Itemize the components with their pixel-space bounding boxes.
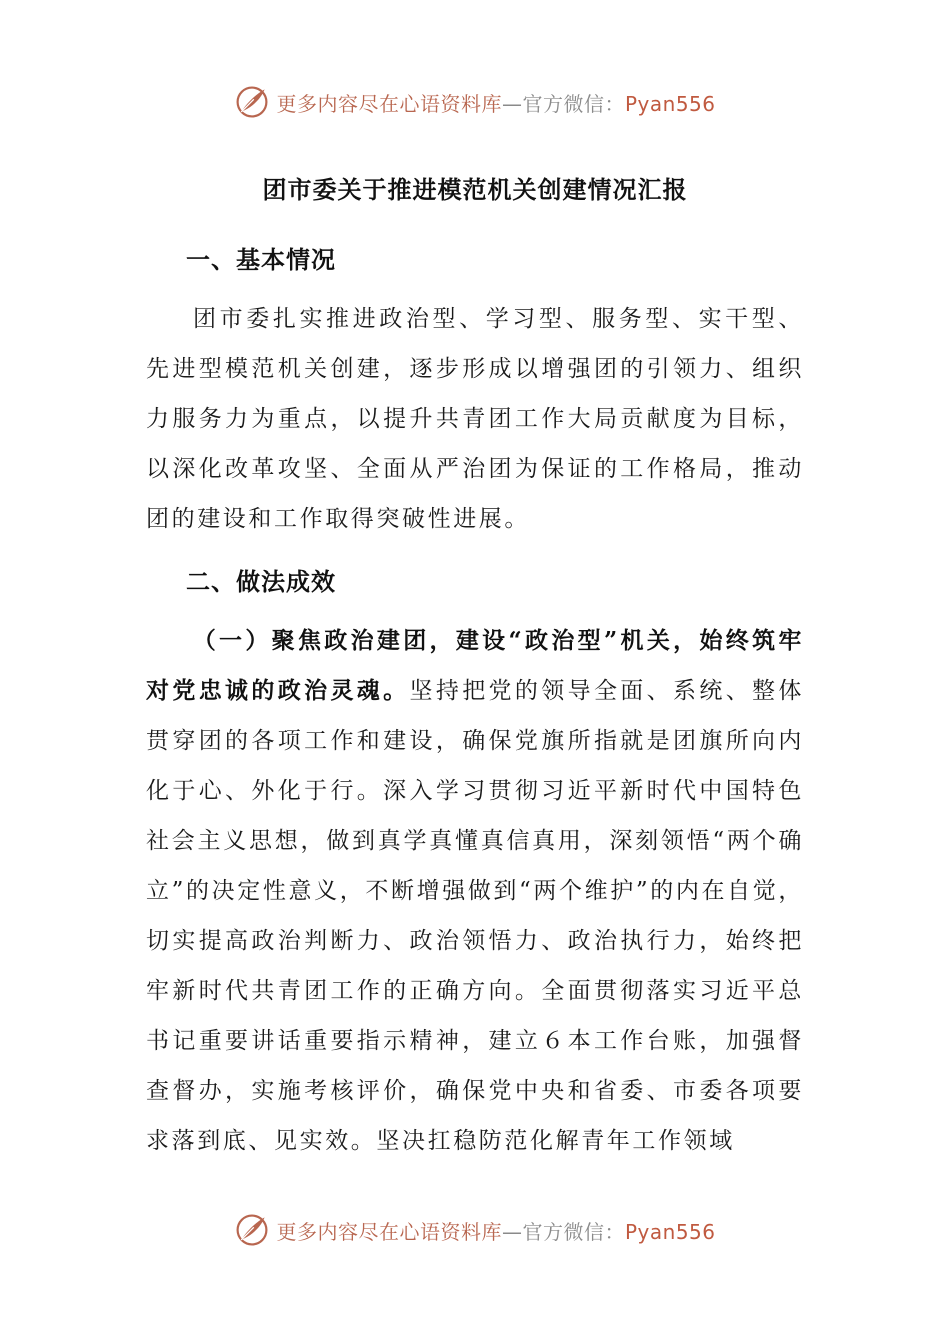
watermark-main: 更多内容尽在心语资料库 <box>276 1219 502 1244</box>
paragraph-basic-situation <box>146 294 804 544</box>
paragraph-basic-text: 团市委扎实推进政治型、学习型、服务型、实干型、先进型模范机关创建，逐步形成以增强团的引领力、组织力服务力为重点，以提升共青团工作大局贡献度为目标，以深化改革攻坚、全面从严治团为保证的工作格局，推动团的建设和工作取得突破性进展。 <box>146 306 804 532</box>
section-heading-practices: 二、做法成效 <box>186 567 336 596</box>
watermark-header <box>0 80 950 124</box>
feather-pen-logo-icon <box>234 84 270 120</box>
paragraph-political-text: 坚持把党的领导全面、系统、整体贯穿团的各项工作和建设，确保党旗所指就是团旗所向内化于心、外化于行。深入学习贯彻习近平新时代中国特色社会主义思想，做到真学真懂真信真用，深刻领悟“两个确立”的决定性意义，不断增强做到“两个维护”的内在自觉，切实提高政治判断力、政治领悟力、政治执行力，始终把牢新时代共青团工作的正确方向。全面贯彻落实习近平总书记重要讲话重要指示精神，建立６本工作台账，加强督查督办，实施考核评价，确保党中央和省委、市委各项要求落到底、见实效。坚决扛稳防范化解青年工作领域 <box>146 678 804 1154</box>
watermark-wechat-id: Pyan556 <box>624 1219 716 1244</box>
document-title: 团市委关于推进模范机关创建情况汇报 <box>262 175 688 204</box>
watermark-text <box>276 1216 715 1245</box>
watermark-text <box>276 88 715 117</box>
watermark-dash: — <box>501 1219 523 1244</box>
paragraph-political-building <box>146 616 804 1166</box>
feather-pen-logo-icon <box>234 1212 270 1248</box>
watermark-main: 更多内容尽在心语资料库 <box>276 91 502 116</box>
paragraph-lead-bold: （一）聚焦政治建团，建设“政治型”机关，始终筑牢对党忠诚的政治灵魂。 <box>146 627 804 704</box>
watermark-wechat-id: Pyan556 <box>624 91 716 116</box>
watermark-dash: — <box>501 91 523 116</box>
watermark-footer <box>0 1208 950 1252</box>
watermark-official: 官方微信： <box>522 1219 625 1244</box>
section-heading-basic: 一、基本情况 <box>186 245 336 274</box>
watermark-official: 官方微信： <box>522 91 625 116</box>
